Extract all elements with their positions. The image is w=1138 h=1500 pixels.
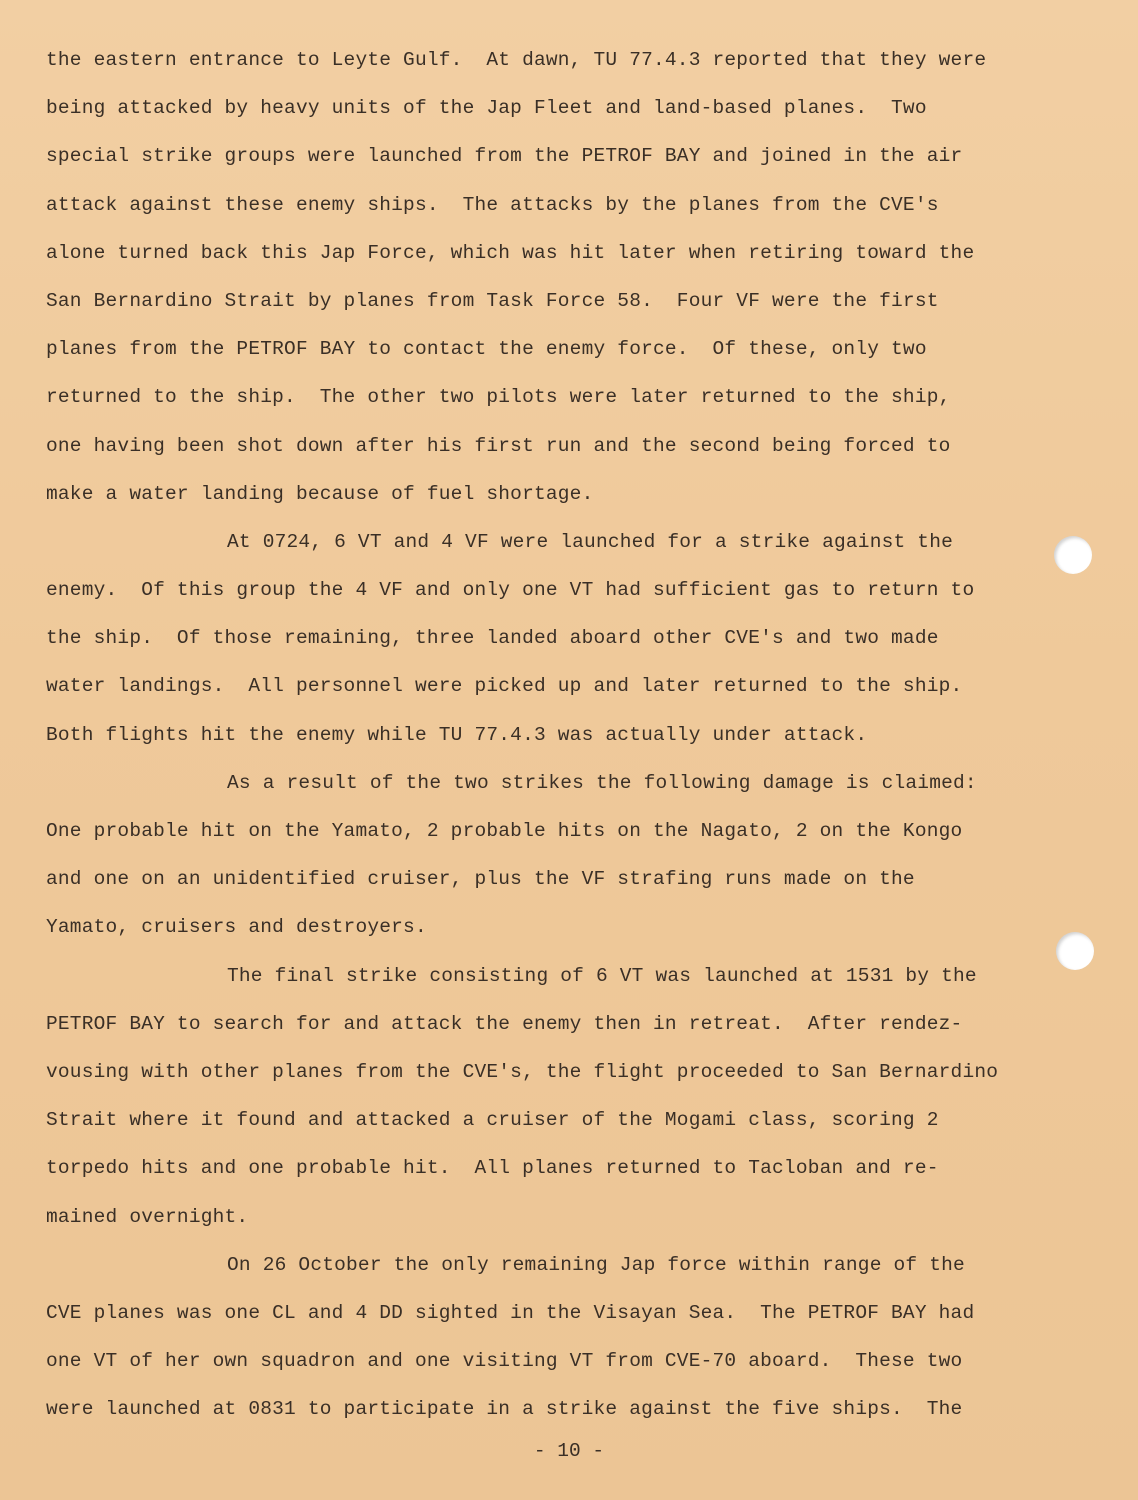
text-line: water landings. All personnel were picked up and later returned to the ship. xyxy=(46,675,963,698)
text-line: torpedo hits and one probable hit. All planes returned to Tacloban and re- xyxy=(46,1157,939,1180)
text-line: one VT of her own squadron and one visiting VT from CVE-70 aboard. These two xyxy=(46,1350,963,1373)
text-line: vousing with other planes from the CVE's, the flight proceeded to San Bernardino xyxy=(46,1060,999,1083)
text-line: alone turned back this Jap Force, which was hit later when retiring toward the xyxy=(46,241,975,264)
text-line: The final strike consisting of 6 VT was launched at 1531 by the xyxy=(227,964,977,987)
text-line: Both flights hit the enemy while TU 77.4.3 was actually under attack. xyxy=(46,723,868,746)
text-line: On 26 October the only remaining Jap force within range of the xyxy=(227,1253,965,1276)
text-line: special strike groups were launched from the PETROF BAY and joined in the air xyxy=(46,145,963,168)
punch-hole-icon xyxy=(1054,536,1092,574)
text-line: were launched at 0831 to participate in a strike against the five ships. The xyxy=(46,1398,963,1421)
text-line: As a result of the two strikes the following damage is claimed: xyxy=(227,771,977,794)
document-body xyxy=(46,40,1036,1437)
text-line: Strait where it found and attacked a cruiser of the Mogami class, scoring 2 xyxy=(46,1109,939,1132)
text-line: make a water landing because of fuel shortage. xyxy=(46,482,594,505)
text-line: enemy. Of this group the 4 VF and only one VT had sufficient gas to return to xyxy=(46,579,975,602)
text-line: planes from the PETROF BAY to contact the enemy force. Of these, only two xyxy=(46,338,927,361)
page-number: - 10 - xyxy=(533,1440,605,1462)
text-line: being attacked by heavy units of the Jap Fleet and land-based planes. Two xyxy=(46,97,927,120)
text-line: attack against these enemy ships. The attacks by the planes from the CVE's xyxy=(46,193,939,216)
text-line: and one on an unidentified cruiser, plus the VF strafing runs made on the xyxy=(46,868,915,891)
text-line: mained overnight. xyxy=(46,1205,249,1228)
text-line: Yamato, cruisers and destroyers. xyxy=(46,916,427,939)
text-line: CVE planes was one CL and 4 DD sighted in the Visayan Sea. The PETROF BAY had xyxy=(46,1301,975,1324)
text-line: At 0724, 6 VT and 4 VF were launched for a strike against the xyxy=(227,530,954,553)
text-line: One probable hit on the Yamato, 2 probable hits on the Nagato, 2 on the Kongo xyxy=(46,820,963,842)
text-line: one having been shot down after his first run and the second being forced to xyxy=(46,434,951,457)
text-line: PETROF BAY to search for and attack the enemy then in retreat. After rendez- xyxy=(46,1012,963,1035)
text-line: the ship. Of those remaining, three landed aboard other CVE's and two made xyxy=(46,627,939,650)
punch-hole-icon xyxy=(1056,932,1094,970)
text-line: the eastern entrance to Leyte Gulf. At dawn, TU 77.4.3 reported that they were xyxy=(46,49,987,71)
text-line: returned to the ship. The other two pilots were later returned to the ship, xyxy=(46,386,951,409)
text-line: San Bernardino Strait by planes from Task Force 58. Four VF were the first xyxy=(46,289,939,312)
